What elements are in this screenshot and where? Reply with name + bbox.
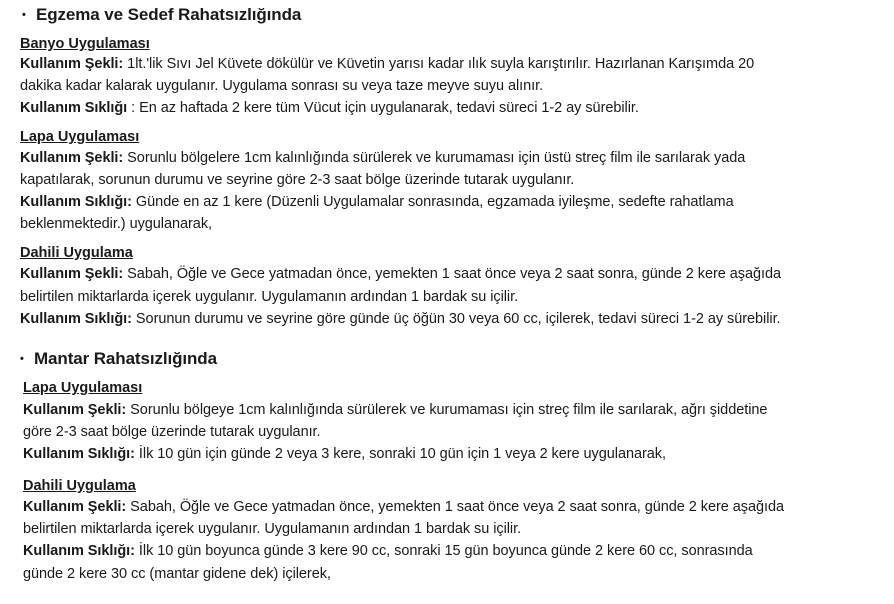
text-line: belirtilen miktarlarda içerek uygulanır. Uygulamanın ardından 1 bardak su içilir. xyxy=(20,289,519,305)
bullet-icon: • xyxy=(20,353,24,365)
block-title: Lapa Uygulaması xyxy=(20,129,140,145)
text-line: Kullanım Şekli: 1lt.'lik Sıvı Jel Küvete dökülür ve Küvetin yarısı kadar ılık suyla karıştırılır. Hazırlanan Karışımda 20 xyxy=(20,56,755,72)
text-line: dakika kadar kalarak uygulanır. Uygulama sonrası su veya taze meyve suyu alınır. xyxy=(20,78,544,94)
text-line: kapatılarak, sorunun durumu ve seyrine göre 2-3 saat bölge üzerinde tutarak uygulanır. xyxy=(20,172,575,188)
text-line: Kullanım Sıklığı: İlk 10 gün için günde 2 veya 3 kere, sonraki 10 gün için 1 veya 2 kere uygulanarak, xyxy=(23,446,666,462)
text-line: beklenmektedir.) uygulanarak, xyxy=(20,216,212,232)
text-line: belirtilen miktarlarda içerek uygulanır. Uygulamanın ardından 1 bardak su içilir. xyxy=(23,521,522,537)
block-title: Dahili Uygulama xyxy=(20,245,133,261)
block-title: Dahili Uygulama xyxy=(23,478,136,494)
text-line: Kullanım Şekli: Sorunlu bölgelere 1cm kalınlığında sürülerek ve kurumaması için üstü streç film ile sarılarak yada xyxy=(20,150,746,166)
text-line: Kullanım Şekli: Sabah, Öğle ve Gece yatmadan önce, yemekten 1 saat önce veya 2 saat sonra, günde 2 kere aşağıda xyxy=(20,266,781,282)
text-line: Kullanım Sıklığı : En az haftada 2 kere tüm Vücut için uygulanarak, tedavi süreci 1-2 ay sürebilir. xyxy=(20,100,639,116)
block-title: Banyo Uygulaması xyxy=(20,36,150,52)
text-line: Kullanım Sıklığı: Günde en az 1 kere (Düzenli Uygulamalar sonrasında, egzamada iyileşme, sedefte rahatlama xyxy=(20,194,734,210)
text-line: Kullanım Şekli: Sabah, Öğle ve Gece yatmadan önce, yemekten 1 saat önce veya 2 saat sonra, günde 2 kere aşağıda xyxy=(23,499,784,515)
text-line: Kullanım Şekli: Sorunlu bölgeye 1cm kalınlığında sürülerek ve kurumaması için streç film ile sarılarak, ağrı şiddetine xyxy=(23,402,768,418)
text-line: göre 2-3 saat bölge üzerinde tutarak uygulanır. xyxy=(23,424,321,440)
section-heading: • Mantar Rahatsızlığında xyxy=(20,349,217,368)
block-title: Lapa Uygulaması xyxy=(23,380,143,396)
text-line: günde 2 kere 30 cc (mantar gidene dek) içilerek, xyxy=(23,566,331,582)
text-line: Kullanım Sıklığı: Sorunun durumu ve seyrine göre günde üç öğün 30 veya 60 cc, içilerek, tedavi süreci 1-2 ay sürebilir. xyxy=(20,311,781,327)
bullet-icon: • xyxy=(22,9,26,21)
section-heading: • Egzema ve Sedef Rahatsızlığında xyxy=(22,5,302,24)
text-line: Kullanım Sıklığı: İlk 10 gün boyunca günde 3 kere 90 cc, sonraki 15 gün boyunca günde 2 kere 60 cc, sonrasında xyxy=(23,543,753,559)
